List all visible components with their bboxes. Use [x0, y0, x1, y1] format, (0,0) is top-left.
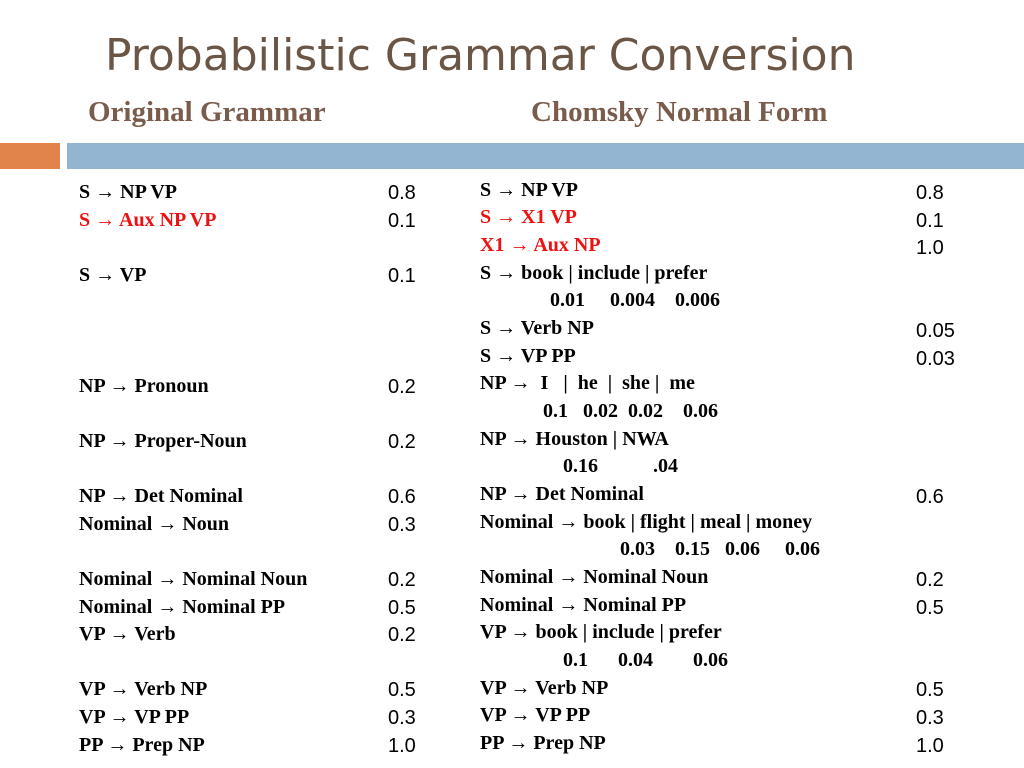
cnf-rule: VP → Verb NP: [480, 677, 609, 699]
cnf-prob: 0.6: [916, 486, 944, 508]
header-original-grammar: Original Grammar: [88, 96, 326, 128]
cnf-rule: PP → Prep NP: [480, 732, 606, 754]
orig-rule: S → NP VP: [79, 181, 177, 203]
cnf-rule: S → NP VP: [480, 179, 578, 201]
orig-rule: Nominal → Nominal PP: [79, 596, 286, 618]
orig-prob: 0.8: [388, 182, 416, 204]
cnf-prob-line: 0.01 0.004 0.006: [550, 289, 720, 311]
cnf-prob: 1.0: [916, 237, 944, 259]
orig-prob: 0.1: [388, 265, 416, 287]
orig-rule: S → VP: [79, 264, 147, 286]
cnf-rule: VP → VP PP: [480, 704, 591, 726]
cnf-prob-line: 0.1 0.04 0.06: [563, 649, 728, 671]
orig-prob: 0.2: [388, 376, 416, 398]
cnf-prob: 0.2: [916, 569, 944, 591]
cnf-prob: 0.03: [916, 348, 955, 370]
cnf-rule: VP → book | include | prefer: [480, 621, 722, 643]
cnf-rule: X1 → Aux NP: [480, 234, 601, 256]
orig-rule: S → Aux NP VP: [79, 209, 217, 231]
orig-rule: VP → VP PP: [79, 706, 190, 728]
orig-prob: 0.6: [388, 486, 416, 508]
orig-rule: Nominal → Nominal Noun: [79, 568, 308, 590]
orig-rule: NP → Proper-Noun: [79, 430, 247, 452]
cnf-prob: 0.05: [916, 320, 955, 342]
cnf-prob: 0.1: [916, 210, 944, 232]
orig-prob: 0.2: [388, 569, 416, 591]
orig-prob: 0.1: [388, 210, 416, 232]
cnf-rule: S → X1 VP: [480, 206, 577, 228]
cnf-prob-line: 0.1 0.02 0.02 0.06: [543, 400, 718, 422]
cnf-prob: 0.3: [916, 707, 944, 729]
cnf-prob: 0.5: [916, 597, 944, 619]
cnf-rule: NP → Houston | NWA: [480, 428, 669, 450]
orig-prob: 0.5: [388, 597, 416, 619]
cnf-rule: Nominal → Nominal PP: [480, 594, 687, 616]
orig-rule: NP → Pronoun: [79, 375, 209, 397]
orig-prob: 1.0: [388, 735, 416, 757]
orig-prob: 0.3: [388, 707, 416, 729]
cnf-rule: Nominal → Nominal Noun: [480, 566, 709, 588]
orig-prob: 0.2: [388, 431, 416, 453]
cnf-prob-line: 0.16 .04: [563, 455, 678, 477]
orig-rule: PP → Prep NP: [79, 734, 205, 756]
orig-rule: Nominal → Noun: [79, 513, 230, 535]
orig-prob: 0.2: [388, 624, 416, 646]
orig-prob: 0.5: [388, 679, 416, 701]
cnf-rule: Nominal → book | flight | meal | money: [480, 511, 813, 533]
orig-rule: VP → Verb NP: [79, 678, 208, 700]
cnf-rule: NP → I | he | she | me: [480, 372, 695, 394]
orig-rule: NP → Det Nominal: [79, 485, 243, 507]
cnf-rule: NP → Det Nominal: [480, 483, 644, 505]
orig-rule: VP → Verb: [79, 623, 176, 645]
cnf-prob: 0.8: [916, 182, 944, 204]
cnf-prob: 1.0: [916, 735, 944, 757]
header-chomsky-normal-form: Chomsky Normal Form: [531, 96, 828, 128]
cnf-rule: S → book | include | prefer: [480, 262, 708, 284]
cnf-prob-line: 0.03 0.15 0.06 0.06: [620, 538, 820, 560]
cnf-rule: S → VP PP: [480, 345, 576, 367]
orig-prob: 0.3: [388, 514, 416, 536]
accent-bar-orange: [0, 143, 60, 169]
slide-title: Probabilistic Grammar Conversion: [105, 30, 856, 81]
cnf-prob: 0.5: [916, 679, 944, 701]
accent-bar-blue: [67, 143, 1024, 169]
cnf-rule: S → Verb NP: [480, 317, 594, 339]
